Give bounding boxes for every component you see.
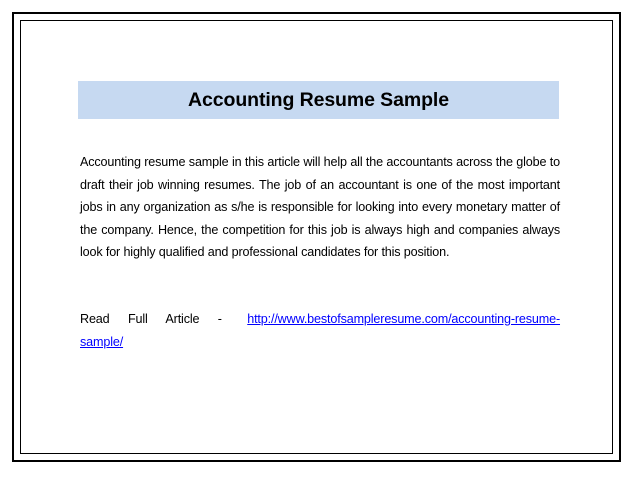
body-paragraph: Accounting resume sample in this article will help all the accountants across the globe to draft their job winning resumes. The job of an accountant is one of the most important jobs in any organization as s/he is responsible for looking into every monetary matter of the company. Hence, the competition for this job is always high and companies always look for highly qualified and professional candidates for this position.: [80, 155, 560, 259]
read-more-line: [80, 308, 560, 353]
title-banner: [78, 81, 559, 119]
read-more-label: Read Full Article -: [80, 312, 222, 326]
article-link[interactable]: http://www.bestofsampleresume.com/accounting-resume-sample/: [80, 312, 561, 349]
page-title: Accounting Resume Sample: [188, 88, 449, 111]
